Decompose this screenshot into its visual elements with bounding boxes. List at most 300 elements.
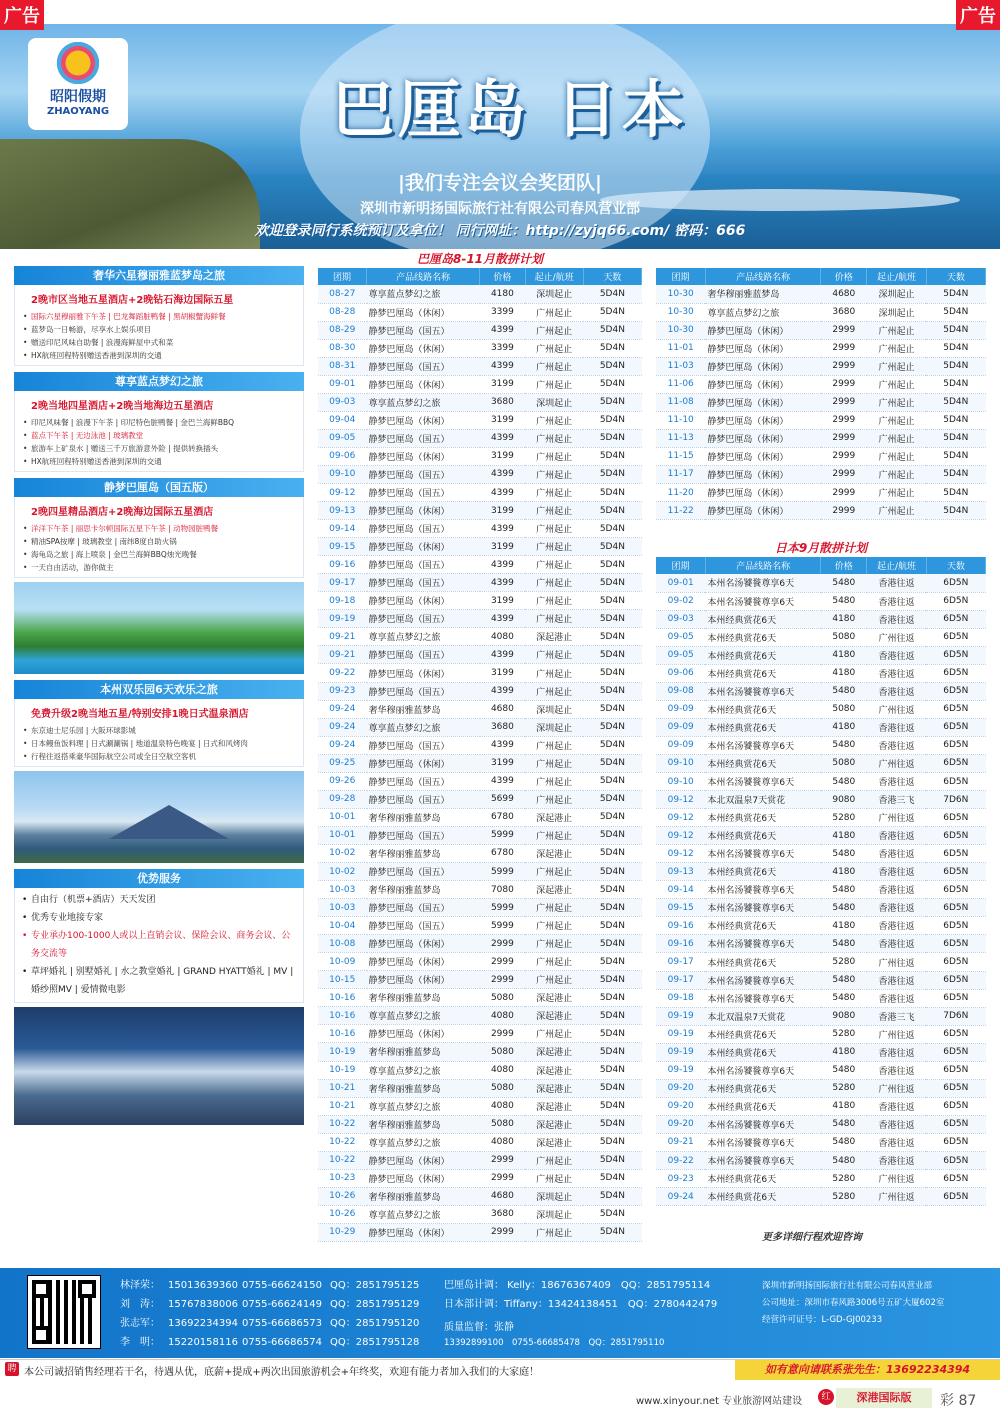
- table-cell: 11-10: [656, 411, 705, 429]
- table-row[interactable]: [656, 574, 986, 592]
- recruit-icon: 聘: [5, 1362, 19, 1376]
- table-cell: 10-02: [318, 863, 367, 881]
- table-cell: 5D4N: [926, 303, 985, 321]
- table-row[interactable]: [318, 484, 642, 502]
- table-cell: 09-10: [318, 465, 367, 483]
- table-cell: 10-03: [318, 899, 367, 917]
- table-cell: 本州名汤饕餮尊享6天: [705, 989, 820, 1007]
- table-cell: 静梦巴厘岛（休闲）: [367, 592, 480, 610]
- logo-cn: 昭阳假期: [50, 89, 106, 105]
- table-cell: 广州起止: [525, 682, 583, 700]
- table-row[interactable]: [656, 1152, 986, 1170]
- table-cell: 10-04: [318, 917, 367, 935]
- table-cell: 静梦巴厘岛（国五）: [367, 357, 480, 375]
- table-cell: 09-24: [318, 718, 367, 736]
- company-name: 深圳市新明扬国际旅行社有限公司春风营业部: [360, 201, 640, 217]
- table-row[interactable]: [318, 844, 642, 862]
- japan-operator: 日本部计调：Tiffany：13424138451 QQ：2780442479: [444, 1299, 718, 1310]
- table-cell: 4399: [480, 357, 525, 375]
- table-row[interactable]: [318, 321, 642, 339]
- section-item: • 旅游车上矿泉水 | 赠送三千万旅游意外险 | 提供转换插头: [21, 442, 297, 455]
- table-row[interactable]: [318, 1007, 642, 1025]
- contact-qq: QQ：2851795120: [330, 1318, 420, 1329]
- table-row[interactable]: [656, 989, 986, 1007]
- table-row[interactable]: [318, 429, 642, 447]
- table-row[interactable]: [656, 917, 986, 935]
- table-cell: 6D5N: [926, 1043, 985, 1061]
- table-cell: 2999: [821, 375, 867, 393]
- table-cell: 静梦巴厘岛（国五）: [367, 736, 480, 754]
- table-cell: 09-19: [656, 1025, 705, 1043]
- table-cell: 广州起止: [525, 303, 583, 321]
- table-cell: 广州起止: [867, 465, 926, 483]
- table-row[interactable]: [318, 953, 642, 971]
- table-row[interactable]: [656, 646, 986, 664]
- recruit-bar: [0, 1359, 1000, 1379]
- table-cell: 09-25: [318, 754, 367, 772]
- table-row[interactable]: [656, 592, 986, 610]
- table-cell: 5D4N: [583, 574, 641, 592]
- column-header: 起止/航班: [525, 268, 583, 285]
- logo-en: ZHAOYANG: [46, 106, 110, 117]
- table-cell: 09-13: [656, 863, 705, 881]
- table-cell: 静梦巴厘岛（休闲）: [705, 465, 820, 483]
- table-row[interactable]: [656, 393, 986, 411]
- table-cell: 奢华穆丽雅蓝梦岛: [705, 285, 820, 303]
- table-cell: 4399: [480, 465, 525, 483]
- table-cell: 尊享蓝点梦幻之旅: [367, 1205, 480, 1223]
- table-cell: 广州起止: [525, 1169, 583, 1187]
- table-cell: 6D5N: [926, 718, 985, 736]
- table-cell: 广州起止: [525, 899, 583, 917]
- japan-schedule-table: [656, 557, 986, 1206]
- table-cell: 香港往返: [867, 773, 926, 791]
- table-row[interactable]: [318, 1061, 642, 1079]
- table-header-row: [656, 268, 986, 285]
- table-row[interactable]: [656, 935, 986, 953]
- table-cell: 尊享蓝点梦幻之旅: [367, 718, 480, 736]
- table-row[interactable]: [318, 538, 642, 556]
- table-cell: 本州经典赏花6天: [705, 700, 820, 718]
- table-cell: 5D4N: [926, 285, 985, 303]
- table-cell: 10-03: [318, 881, 367, 899]
- table-row[interactable]: [656, 736, 986, 754]
- table-row[interactable]: [656, 303, 986, 321]
- table-row[interactable]: [656, 375, 986, 393]
- table-row[interactable]: [318, 628, 642, 646]
- table-row[interactable]: [318, 1025, 642, 1043]
- table-row[interactable]: [656, 1115, 986, 1133]
- table-cell: 6D5N: [926, 1025, 985, 1043]
- table-row[interactable]: [656, 484, 986, 502]
- contact-mobile: 13692234394: [168, 1318, 238, 1329]
- table-row[interactable]: [318, 556, 642, 574]
- table-cell: 09-28: [318, 790, 367, 808]
- table-cell: 2999: [821, 321, 867, 339]
- table-row[interactable]: [318, 339, 642, 357]
- column-header: 天数: [926, 268, 985, 285]
- table-cell: 09-19: [656, 1061, 705, 1079]
- table-row[interactable]: [656, 971, 986, 989]
- table-cell: 广州起止: [867, 447, 926, 465]
- table-row[interactable]: [656, 863, 986, 881]
- bali-schedule-table-right: [656, 268, 986, 520]
- table-cell: 5080: [821, 700, 867, 718]
- service-item: • 草坪婚礼 | 别墅婚礼 | 水之教堂婚礼 | GRAND HYATT婚礼 | MV | 婚纱照MV | 爱情微电影: [21, 963, 297, 999]
- table-cell: 深起港止: [525, 1043, 583, 1061]
- table-cell: 3199: [480, 754, 525, 772]
- table-cell: 奢华穆丽雅蓝梦岛: [367, 1043, 480, 1061]
- table-row[interactable]: [656, 429, 986, 447]
- table-cell: 09-24: [318, 736, 367, 754]
- table-cell: 10-30: [656, 285, 705, 303]
- table-cell: 本州名汤饕餮尊享6天: [705, 971, 820, 989]
- table-cell: 本州经典赏花6天: [705, 718, 820, 736]
- column-header: 天数: [583, 268, 641, 285]
- table-cell: 深起港止: [525, 1097, 583, 1115]
- table-cell: 广州往返: [867, 1025, 926, 1043]
- table-cell: 09-17: [318, 574, 367, 592]
- table-row[interactable]: [318, 1223, 642, 1241]
- table-cell: 5D4N: [583, 610, 641, 628]
- table-cell: 本州经典赏花6天: [705, 863, 820, 881]
- table-row[interactable]: [318, 465, 642, 483]
- table-cell: 5D4N: [583, 465, 641, 483]
- logo: [28, 38, 128, 130]
- table-cell: 本州经典赏花6天: [705, 1079, 820, 1097]
- table-cell: 11-01: [656, 339, 705, 357]
- table-cell: 5D4N: [583, 754, 641, 772]
- table-cell: 本州名汤饕餮尊享6天: [705, 773, 820, 791]
- table-row[interactable]: [318, 502, 642, 520]
- website-link[interactable]: www.xinyour.net 专业旅游网站建设: [636, 1396, 803, 1407]
- table-row[interactable]: [318, 520, 642, 538]
- column-header: 团期: [318, 268, 367, 285]
- table-row[interactable]: [656, 773, 986, 791]
- table-cell: 5080: [821, 628, 867, 646]
- table-cell: 5080: [480, 989, 525, 1007]
- table-cell: 4180: [821, 610, 867, 628]
- table-cell: 6D5N: [926, 754, 985, 772]
- table-cell: 5480: [821, 1061, 867, 1079]
- table-cell: 4399: [480, 520, 525, 538]
- table-row[interactable]: [318, 664, 642, 682]
- table-row[interactable]: [318, 899, 642, 917]
- bali-schedule-table-left: [318, 268, 642, 1242]
- table-row[interactable]: [318, 285, 642, 303]
- table-cell: 5D4N: [926, 357, 985, 375]
- table-cell: 静梦巴厘岛（休闲）: [367, 971, 480, 989]
- table-row[interactable]: [318, 971, 642, 989]
- table-cell: 4680: [821, 285, 867, 303]
- column-header: 产品线路名称: [367, 268, 480, 285]
- table-row[interactable]: [656, 321, 986, 339]
- table-cell: 4180: [821, 1043, 867, 1061]
- table-cell: 5D4N: [583, 502, 641, 520]
- table-cell: 静梦巴厘岛（休闲）: [367, 953, 480, 971]
- table-cell: 广州往返: [867, 1188, 926, 1206]
- table-row[interactable]: [656, 1007, 986, 1025]
- table-cell: 5D4N: [583, 447, 641, 465]
- table-cell: 3680: [480, 393, 525, 411]
- table-row[interactable]: [656, 700, 986, 718]
- table-cell: 香港往返: [867, 935, 926, 953]
- table-cell: 深起港止: [525, 844, 583, 862]
- table-cell: 广州起止: [525, 646, 583, 664]
- table-cell: 09-19: [318, 610, 367, 628]
- table-cell: 10-15: [318, 971, 367, 989]
- table-row[interactable]: [656, 1170, 986, 1188]
- column-header: 产品线路名称: [705, 557, 820, 574]
- table-row[interactable]: [318, 700, 642, 718]
- table-cell: 08-27: [318, 285, 367, 303]
- table-cell: 2999: [480, 953, 525, 971]
- table-row[interactable]: [656, 791, 986, 809]
- table-cell: 10-29: [318, 1223, 367, 1241]
- table-cell: 本州名汤饕餮尊享6天: [705, 899, 820, 917]
- table-row[interactable]: [318, 772, 642, 790]
- table-cell: 静梦巴厘岛（国五）: [367, 772, 480, 790]
- table-cell: 9080: [821, 1007, 867, 1025]
- table-cell: 5D4N: [583, 953, 641, 971]
- table-row[interactable]: [318, 881, 642, 899]
- table-cell: 09-15: [656, 899, 705, 917]
- table-row[interactable]: [656, 1079, 986, 1097]
- table-cell: 5999: [480, 899, 525, 917]
- table-cell: 深起港止: [525, 1061, 583, 1079]
- recruit-contact: 如有意向请联系张先生：13692234394: [735, 1360, 1000, 1380]
- table-cell: 广州起止: [525, 736, 583, 754]
- table-cell: 09-09: [656, 700, 705, 718]
- table-row[interactable]: [656, 285, 986, 303]
- table-cell: 5280: [821, 1079, 867, 1097]
- table-cell: 5999: [480, 917, 525, 935]
- table-cell: 静梦巴厘岛（休闲）: [367, 303, 480, 321]
- table-cell: 5D4N: [583, 971, 641, 989]
- table-cell: 6D5N: [926, 664, 985, 682]
- table-cell: 2999: [480, 1169, 525, 1187]
- table-row[interactable]: [318, 574, 642, 592]
- table-cell: 5480: [821, 935, 867, 953]
- table-row[interactable]: [318, 592, 642, 610]
- table-row[interactable]: [656, 1043, 986, 1061]
- table-cell: 4399: [480, 610, 525, 628]
- table-cell: 尊享蓝点梦幻之旅: [705, 303, 820, 321]
- table-row[interactable]: [318, 1169, 642, 1187]
- mount-fuji-photo: [14, 771, 304, 863]
- table-cell: 09-15: [318, 538, 367, 556]
- table-row[interactable]: [318, 1115, 642, 1133]
- page-title: 巴厘岛 日本: [332, 73, 688, 146]
- table-cell: 5D4N: [926, 321, 985, 339]
- table-cell: 5D4N: [583, 1043, 641, 1061]
- section-item: • 国际六星穆丽雅下午茶 | 巴龙舞蹈脏鸭餐 | 黑胡椒蟹海鲜餐: [21, 310, 297, 323]
- table-row[interactable]: [318, 447, 642, 465]
- footer-license: 经营许可证号：L-GD-GJ00233: [762, 1315, 883, 1325]
- table-row[interactable]: [318, 826, 642, 844]
- table-cell: 奢华穆丽雅蓝梦岛: [367, 1187, 480, 1205]
- table-row[interactable]: [656, 1061, 986, 1079]
- table-row[interactable]: [656, 357, 986, 375]
- table-cell: 深起港止: [525, 628, 583, 646]
- footer-operators: [444, 1276, 717, 1350]
- table-cell: 09-21: [656, 1133, 705, 1151]
- table-cell: 5280: [821, 1170, 867, 1188]
- table-row[interactable]: [318, 989, 642, 1007]
- table-row[interactable]: [656, 899, 986, 917]
- table-row[interactable]: [318, 610, 642, 628]
- table-row[interactable]: [318, 682, 642, 700]
- table-row[interactable]: [656, 953, 986, 971]
- table-cell: 广州起止: [867, 429, 926, 447]
- table-cell: 广州起止: [525, 664, 583, 682]
- table-row[interactable]: [656, 754, 986, 772]
- table-row[interactable]: [656, 664, 986, 682]
- table-row[interactable]: [656, 1025, 986, 1043]
- table-cell: 5D4N: [583, 826, 641, 844]
- table-cell: 深圳起止: [867, 285, 926, 303]
- table-cell: 本州经典赏花6天: [705, 1043, 820, 1061]
- section-body: [14, 391, 304, 472]
- table-row[interactable]: [318, 808, 642, 826]
- table-row[interactable]: [318, 754, 642, 772]
- table-cell: 静梦巴厘岛（休闲）: [705, 375, 820, 393]
- table-row[interactable]: [318, 1133, 642, 1151]
- table-row[interactable]: [656, 827, 986, 845]
- table-cell: 广州起止: [867, 357, 926, 375]
- table-cell: 5480: [821, 971, 867, 989]
- table-row[interactable]: [656, 881, 986, 899]
- table-row[interactable]: [656, 1097, 986, 1115]
- table-row[interactable]: [656, 411, 986, 429]
- section-item: • 东京迪士尼乐园 | 大阪环球影城: [21, 724, 297, 737]
- contact-row: [120, 1333, 419, 1352]
- table-cell: 5D4N: [926, 502, 985, 520]
- table-row[interactable]: [318, 718, 642, 736]
- table-cell: 广州起止: [525, 411, 583, 429]
- qr-code-icon[interactable]: [28, 1276, 100, 1348]
- table-row[interactable]: [318, 1205, 642, 1223]
- table-row[interactable]: [656, 845, 986, 863]
- table-cell: 深圳起止: [525, 718, 583, 736]
- table-row[interactable]: [318, 1079, 642, 1097]
- table-row[interactable]: [318, 411, 642, 429]
- table-row[interactable]: [318, 357, 642, 375]
- section-item: • 印尼风味餐 | 浪漫下午茶 | 印尼特色脏鸭餐 | 金巴兰海鲜BBQ: [21, 416, 297, 429]
- table-row[interactable]: [318, 935, 642, 953]
- table-cell: 5480: [821, 881, 867, 899]
- table-cell: 静梦巴厘岛（休闲）: [705, 429, 820, 447]
- table-row[interactable]: [318, 790, 642, 808]
- table-cell: 广州起止: [525, 1151, 583, 1169]
- column-header: 起止/航班: [867, 268, 926, 285]
- table-cell: 09-22: [318, 664, 367, 682]
- table-cell: 5280: [821, 1025, 867, 1043]
- table-row[interactable]: [318, 303, 642, 321]
- table-cell: 6D5N: [926, 917, 985, 935]
- table-cell: 本州经典赏花6天: [705, 1188, 820, 1206]
- table-row[interactable]: [656, 1188, 986, 1206]
- table-cell: 09-12: [656, 791, 705, 809]
- table-cell: 深起港止: [525, 989, 583, 1007]
- table-cell: 08-29: [318, 321, 367, 339]
- table-row[interactable]: [318, 863, 642, 881]
- table-cell: 5D4N: [583, 664, 641, 682]
- table-cell: 6D5N: [926, 1170, 985, 1188]
- bali-operator: 巴厘岛计调： Kelly：18676367409 QQ：2851795114: [444, 1280, 711, 1291]
- table-cell: 广州往返: [867, 1170, 926, 1188]
- table-cell: 5D4N: [583, 429, 641, 447]
- table-row[interactable]: [318, 375, 642, 393]
- contact-list: [120, 1276, 419, 1352]
- table-cell: 香港往返: [867, 899, 926, 917]
- table-cell: 5D4N: [583, 1079, 641, 1097]
- table-cell: 静梦巴厘岛（国五）: [367, 574, 480, 592]
- table-cell: 广州起止: [525, 538, 583, 556]
- table-row[interactable]: [656, 682, 986, 700]
- table-row[interactable]: [656, 447, 986, 465]
- table-cell: 深起港止: [525, 1079, 583, 1097]
- table-cell: 深圳起止: [525, 1187, 583, 1205]
- table-cell: 本州经典赏花6天: [705, 953, 820, 971]
- table-cell: 08-31: [318, 357, 367, 375]
- table-row[interactable]: [318, 1043, 642, 1061]
- table-row[interactable]: [318, 736, 642, 754]
- table-cell: 广州起止: [525, 375, 583, 393]
- table-row[interactable]: [318, 1151, 642, 1169]
- table-cell: 09-05: [318, 429, 367, 447]
- table-row[interactable]: [656, 628, 986, 646]
- page-bottom: [0, 1380, 1000, 1413]
- table-cell: 5D4N: [583, 592, 641, 610]
- table-cell: 香港往返: [867, 1115, 926, 1133]
- table-row[interactable]: [656, 610, 986, 628]
- table-row[interactable]: [656, 809, 986, 827]
- table-cell: 2999: [821, 411, 867, 429]
- table-cell: 4399: [480, 321, 525, 339]
- table-cell: 09-18: [318, 592, 367, 610]
- table-cell: 5080: [480, 1043, 525, 1061]
- table-row[interactable]: [656, 718, 986, 736]
- column-header: 价格: [821, 557, 867, 574]
- table-row[interactable]: [318, 1187, 642, 1205]
- table-row[interactable]: [656, 465, 986, 483]
- table-row[interactable]: [656, 1133, 986, 1151]
- table-cell: 广州起止: [525, 447, 583, 465]
- table-cell: 香港往返: [867, 1133, 926, 1151]
- table-cell: 本州名汤饕餮尊享6天: [705, 592, 820, 610]
- table-cell: 09-04: [318, 411, 367, 429]
- section-title: 静梦巴厘岛（国五版）: [14, 478, 304, 497]
- table-cell: 10-30: [656, 321, 705, 339]
- table-cell: 4180: [821, 827, 867, 845]
- table-cell: 7D6N: [926, 1007, 985, 1025]
- table-row[interactable]: [318, 393, 642, 411]
- table-header-row: [318, 268, 642, 285]
- table-row[interactable]: [318, 917, 642, 935]
- table-cell: 广州起止: [525, 1223, 583, 1241]
- table-row[interactable]: [656, 502, 986, 520]
- table-row[interactable]: [318, 1097, 642, 1115]
- table-row[interactable]: [318, 646, 642, 664]
- column-header: 价格: [480, 268, 525, 285]
- contact-row: [120, 1314, 419, 1333]
- table-row[interactable]: [656, 339, 986, 357]
- table-cell: 静梦巴厘岛（休闲）: [705, 339, 820, 357]
- table-cell: 本州经典赏花6天: [705, 754, 820, 772]
- table-cell: 5D4N: [583, 339, 641, 357]
- table-cell: 09-10: [656, 754, 705, 772]
